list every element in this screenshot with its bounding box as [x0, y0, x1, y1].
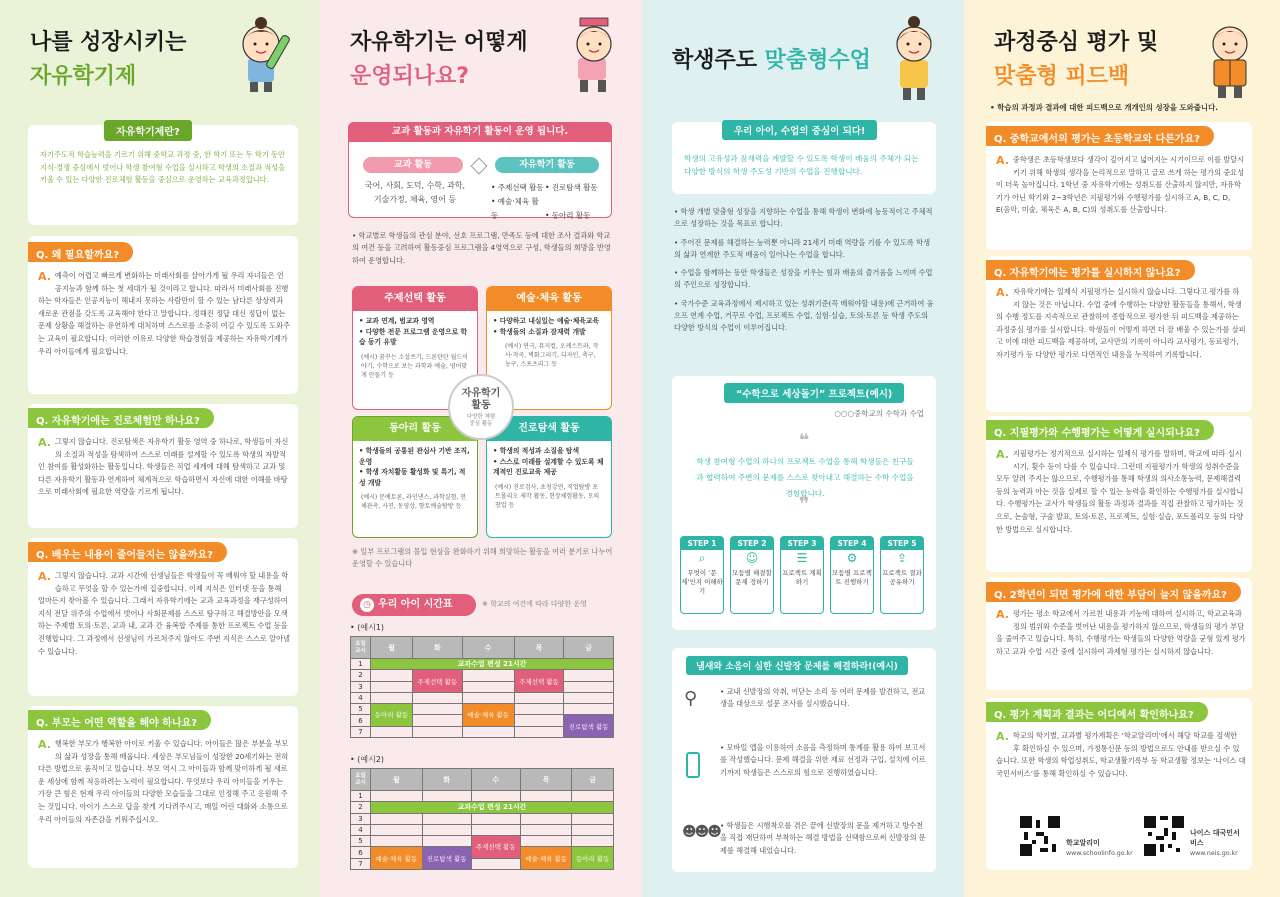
plan-icon: ☰ [796, 551, 808, 565]
title-line1: 자유학기는 어떻게 [350, 30, 528, 55]
step-3: STEP 3 ☰ 프로젝트 계획하기 [780, 536, 824, 614]
example1-label: • (예시1) [350, 623, 385, 632]
class-center-card [672, 122, 936, 194]
step-4: STEP 4 ⚙ 모둠별 프로젝트 진행하기 [830, 536, 874, 614]
qa-card-1 [28, 236, 298, 394]
question-label: Q. 자유학기에는 평가를 실시하지 않나요? [986, 260, 1195, 280]
period-cell: 7 [351, 858, 371, 869]
subjects-card [348, 122, 612, 218]
question-label: Q. 부모는 어떤 역할을 해야 하나요? [28, 710, 211, 730]
qa4-card-5 [986, 698, 1252, 870]
box-title: 주제선택 활동 [353, 287, 477, 311]
day-header: 화 [422, 769, 471, 791]
period-cell: 4 [351, 692, 371, 703]
box-club [352, 416, 478, 538]
student-reading-icon [554, 10, 634, 100]
cell-club: 동아리 활동 [371, 704, 413, 727]
period-cell: 4 [351, 824, 371, 835]
answer-text: A. 중학생은 초등학생보다 생각이 깊어지고 넓어지는 시기이므로 이를 발달시키기 위해 학생의 생각을 논리적으로 말하고 글로 쓰게 하는 평가의 중요성이 더욱 높아집니다. 1학년 중 자유학기에는 성취도를 산출하지 않지만, 자유학기가 아닌 학기와 2~3학년은 지필평가와 수행평가를 실시하고 A, B, C, D, E(음악, 미술, 체육은 A, B, C)의 성취도를 산출합니다. [996, 154, 1245, 215]
panel-free-semester [0, 0, 320, 897]
answer-text: A. 예측이 어렵고 빠르게 변화하는 미래사회를 살아가게 될 우리 자녀들은 인공지능과 함께 하는 첫 세대가 될 것이라고 합니다. 따라서 미래사회를 진행하는 학자들은 인공지능이 해내지 못하는 사람만이 할 수 있는 남다른 상상력과 새로운 관점을 갖도록 교육해야 한다고 말합니다. 정해진 정답 대신 정답이 없는 문제 상황을 해결하는 유연하게 대처하며 스스로를 소중히 여길 수 있도록 도와주는 교육이 필요합니다. 이러한 이유로 다양한 학습경험을 제공하는 자유학기제가 우리 아이들에게 필요합니다. [38, 270, 290, 356]
answer-text: A. 그렇지 않습니다. 교과 시간에 선생님들은 학생들이 꼭 배워야 할 내용을 학습하고 무엇을 할 수 있는가에 집중합니다. 이제 지식은 인터넷 등을 통해 얼마든지 찾아볼 수 있습니다. 그래서 자유학기에는 교과 교육과정을 재구성하여 지식 전달 위주의 수업에서 벗어나 사회문제를 스스로 탐구하고 해결방안을 모색하는 주제별 토의·토론, 교과 내, 교과 간 융복합 주제를 통한 프로젝트 수업 등을 진행합니다. 그 과정에서 선생님이 가르쳐주지 않아도 주변 지식은 스스로 알아낼 수 있습니다. [38, 570, 290, 656]
question-label: Q. 평가 계획과 결과는 어디에서 확인하나요? [986, 702, 1208, 722]
qr1-name: 학교알리미 [1066, 839, 1100, 847]
panel4-title [994, 26, 1158, 94]
qa-card-2 [28, 404, 298, 528]
answer-text: A. 자유학기에는 일제식 지필평가는 실시하지 않습니다. 그렇다고 평가를 하지 않는 것은 아닙니다. 수업 중에 수행하는 다양한 활동들을 통해서, 학생의 수행 정도를 지속적으로 관찰하여 종합적으로 평가한 뒤 피드백을 제공하는 과정중심 평가를 실시합니다. 학생들이 어떻게 하면 더 잘 배울 수 있는가를 살피고 이에 대한 피드백을 제공하며, 교사만의 기록이 아니라 교사평가, 동료평가, 자기평가 등 다양한 평가로 다면적인 내용을 누적하여 기록합니다. [996, 286, 1246, 359]
timetable-title-badge: ◷ 우리 아이 시간표 [352, 594, 476, 616]
circle-subtitle: 다양한 체험 중심 활동 [466, 414, 496, 427]
subject-hours-banner: 교과수업 편성 21시간 [371, 659, 614, 670]
day-header: 금 [564, 637, 614, 659]
case-item: • 학생들은 시행착오를 겪은 끝에 신발장의 문을 제거하고 방수천을 직접 재단하여 부착하는 해결 방법을 선택함으로써 신발장의 문제를 해결해 내었습니다. [720, 821, 926, 855]
box-example: (예시) 진로검사, 초청강연, 직업탐방 포트폴리오 제작 활동, 현장체험활동, 모의 창업 등 [495, 483, 600, 509]
period-cell: 1 [351, 791, 371, 802]
qr2-url[interactable]: www.neis.go.kr [1190, 850, 1238, 857]
period-cell: 1 [351, 659, 371, 670]
qa-card-4 [28, 706, 298, 868]
qa4-card-3 [986, 416, 1252, 572]
diamond-divider-icon [471, 158, 488, 175]
period-cell: 7 [351, 726, 371, 737]
answer-text: A. 지필평가는 정기적으로 실시하는 일제식 평가를 말하며, 학교에 따라 실시 시기, 횟수 등이 다를 수 있습니다. 그런데 지필평가가 학생의 성취수준을 모두 알려 주지는 않으므로, 수행평가를 통해 학생의 의사소통능력, 문제해결력 등의 능력과 아는 것을 실제로 할 수 있는 능력을 확인하는 수행평가를 실시합니다. 수행평가는 교사가 학생들의 활동 과정과 결과를 직접 관찰하고 평가하는 것으로, 논술형, 구술 발표, 토의·토론, 프로젝트, 실험·실습, 포트폴리오 등의 다양한 방법으로 실시합니다. [996, 448, 1244, 534]
cell-art: 예술·체육 활동 [371, 847, 423, 870]
panel3-title: 학생주도 맞춤형수업 [672, 48, 871, 73]
boy-reading-icon [1194, 16, 1270, 100]
period-cell: 3 [351, 813, 371, 824]
timetable-1 [350, 636, 614, 738]
day-header: 금 [572, 769, 614, 791]
question-label: Q. 지필평가와 수행평가는 어떻게 실시되나요? [986, 420, 1214, 440]
magnifier-icon: ⌕ [698, 551, 706, 565]
panel-operation [320, 0, 642, 897]
day-header: 월 [371, 637, 413, 659]
corner-cell: 요일 교시 [351, 637, 371, 659]
free-items: • 주제선택 활동• 진로탐색 활동 • 예술·체육 활동 • 동아리 활동 [491, 183, 598, 220]
cell-art: 예술·체육 활동 [520, 847, 572, 870]
top-banner: 교과 활동과 자유학기 활동이 운영 됩니다. [348, 122, 612, 142]
timetable-2 [350, 768, 614, 870]
title-line2: 자유학기제 [30, 64, 137, 89]
period-cell: 3 [351, 681, 371, 692]
panel-student-led-class [642, 0, 964, 897]
operation-bullet: • 학교별로 학생들의 관심 분야, 선호 프로그램, 만족도 등에 대한 조사 결과와 학교의 여건 등을 고려하여 활동중심 프로그램을 4영역으로 구성, 학생들의 희망을 반영하여 운영합니다. [352, 231, 611, 265]
subject-pill: 교과 활동 [363, 157, 463, 173]
qa4-card-4 [986, 578, 1252, 690]
class-center-tab: 우리 아이, 수업의 중심이 되다! [722, 120, 877, 140]
question-label: Q. 자유학기에는 진로체험만 하나요? [28, 408, 214, 428]
bullet-item: • 국가수준 교육과정에서 제시하고 있는 성취기준(꼭 배워야할 내용)에 근거하여 융으프 연계 수업, 거꾸로 수업, 프로젝트 수업, 실험·실습, 토의·토론 등 학생 주도의 다양한 방식의 수업이 이루어집니다. [674, 298, 934, 333]
day-header: 수 [471, 769, 520, 791]
group-icon: ☺ [745, 551, 759, 565]
project-tab: “수학으로 세상돌기” 프로젝트(예시) [724, 383, 904, 403]
project-quote: 학생 참여형 수업의 하나의 프로젝트 수업을 통해 학생들은 친구들과 협력하여 주변의 문제를 스스로 찾아내고 해결하는 수학 수업을 경험합니다. [696, 457, 914, 498]
title-line1: 과정중심 평가 및 [994, 30, 1159, 55]
free-pill: 자유학기 활동 [495, 157, 599, 173]
intro-card [28, 125, 298, 225]
timetable-note: ※ 학교의 여건에 따라 다양한 운영 [482, 600, 587, 608]
question-label: Q. 2학년이 되면 평가에 대한 부담이 늘지 않을까요? [986, 582, 1241, 602]
title-line2: 맞춤형 피드백 [994, 64, 1130, 89]
bullet-item: • 수업을 함께하는 동안 학생들은 성장을 키우는 힘과 배움의 즐거움을 느끼며 수업의 주인으로 성장합니다. [674, 268, 933, 290]
case-item: • 모바일 앱을 이용하여 소음을 측정하며 통계를 활용 하여 보고서를 작성했습니다. 문제 해결을 위한 재료 선정과 구입, 설치에 이르기까지 학생들은 스스로의 힘으로 진행하였습니다. [720, 743, 926, 777]
cell-topic: 주제선택 활동 [412, 670, 462, 693]
panel-assessment [964, 0, 1280, 897]
cell-club: 동아리 활동 [572, 847, 614, 870]
step-5: STEP 5 ⇪ 프로젝트 결과 공유하기 [880, 536, 924, 614]
qr-code-neis-icon[interactable] [1144, 816, 1184, 856]
period-cell: 2 [351, 802, 371, 813]
operation-note: ※ 일부 프로그램의 몰입 현상을 완화하기 위해 희망하는 활동을 여러 분기로 나누어 운영할 수 있습니다 [352, 547, 613, 569]
box-title: 진로탐색 활동 [487, 417, 611, 441]
cell-topic: 주제선택 활동 [514, 670, 564, 693]
case-tab: 냄새와 소음이 심한 신발장 문제를 해결하라!(예시) [686, 656, 908, 675]
cell-career: 진로탐색 활동 [564, 715, 614, 738]
clock-icon: ◷ [360, 598, 374, 612]
panel1-title [30, 26, 186, 94]
box-items: • 교과 연계, 범교과 영역 • 다양한 전문 프로그램 운영으로 학습 동기 유발 [359, 317, 468, 346]
class-bullets [674, 206, 936, 335]
people-icon: ☻☻☻ [682, 824, 720, 840]
question-label: Q. 중학교에서의 평가는 초등학교와 다른가요? [986, 126, 1214, 146]
box-items: • 학생들의 공통된 관심사 기반 조직, 운영 • 학생 자치활동 활성화 및 특기, 적성 개발 [359, 447, 470, 487]
bullet-item: • 학생 개별 맞춤형 성장을 지향하는 수업을 통해 학생이 변화에 능동적이고 주체적으로 성장하는 것을 목표로 합니다. [674, 207, 933, 229]
project-card [672, 376, 936, 630]
box-example: (예시) 문예토론, 라인댄스, 과학실험, 천체관측, 사진, 동영상, 향토예술탐방 등 [361, 494, 466, 510]
box-example: (예시) 연극, 뮤지컬, 오케스트라, 작사·작곡, 벽화그리기, 디자인, 축구, 농구, 스포츠리그 등 [505, 343, 599, 368]
qr2-name: 나이스 대국민서비스 [1190, 829, 1240, 847]
example2-label: • (예시2) [350, 755, 385, 764]
qa4-card-2 [986, 256, 1252, 412]
day-header: 월 [371, 769, 423, 791]
gear-icon: ⚙ [846, 551, 858, 565]
box-title: 동아리 활동 [353, 417, 477, 441]
quote-open-icon: ❝ [798, 430, 810, 451]
cell-career: 진로탐색 활동 [422, 847, 471, 870]
answer-text: A. 행복한 부모가 행복한 아이로 키울 수 있습니다. 아이들은 많은 부분을 부모의 삶과 성장을 통해 배웁니다. 세상은 부모님들이 성장한 20세기와는 전혀 다른 방법으로 움직이고 있습니다. 부모 역시 그 아이들과 함께 맞이하게 될 새로운 세상에 함께 적응하려는 노력이 필요합니다. 무엇보다 우리 아이들을 키우는 가장 큰 힘은 현재 우리 아이들의 다양한 모습들을 그대로 인정해 주고 응원해 주는 것입니다. 아이가 스스로 답을 찾게 기다려주시고, 매일 어린 대화와 소통으로 우리 아이들의 자존감을 키워주십시오. [38, 738, 289, 824]
answer-text: A. 그렇지 않습니다. 진로탐색은 자유학기 활동 영역 중 하나로, 학생들이 자신의 소질과 적성을 탐색하여 스스로 미래를 설계할 수 있도록 학생의 자발적인 참여를 활성화하는 활동입니다. 학생들은 직업 세계에 대해 탐색하고 교과 및 다른 자유학기 활동과 연계하여 체계적으로 학습하면서 자신에 대한 이해를 바탕으로 미래사회에 필요한 역량을 기르게 됩니다. [38, 436, 289, 497]
day-header: 목 [520, 769, 572, 791]
bullet-item: • 주어진 문제를 해결하는 능력뿐 아니라 21세기 미래 역량을 기를 수 있도록 학생의 삶과 연계한 주도적 배움이 일어나는 수업을 합니다. [674, 237, 931, 259]
project-school: ○○○중학교의 수학과 수업 [834, 409, 924, 418]
answer-text: A. 학교의 학기별, 교과별 평가계획은 ‘학교알리미’에서 해당 학교를 검색한 후 확인하실 수 있으며, 가정통신문 등의 방법으로도 안내를 받으실 수 있습니다. 또한 학생의 학업성취도, 학교생활기록부 등 학교생활 정보는 ‘나이스 대국민서비스’를 통해 확인하실 수 있습니다. [996, 730, 1246, 778]
subject-text: 국어, 사회, 도덕, 수학, 과학, 기술가정, 체육, 영어 등 [364, 181, 466, 204]
box-items: • 학생의 적성과 소질을 탐색 • 스스로 미래를 설계할 수 있도록 체계적인 진로교육 제공 [493, 447, 604, 476]
question-label: Q. 배우는 내용이 줄어들지는 않을까요? [28, 542, 227, 562]
qr1-url[interactable]: www.schoolinfo.go.kr [1066, 850, 1133, 857]
center-circle [448, 374, 514, 440]
search-icon: ⚲ [684, 688, 698, 709]
assessment-lead: • 학습의 과정과 결과에 대한 피드백으로 개개인의 성장을 도와줍니다. [990, 103, 1219, 112]
box-example: (예시) 꿈꾸는 소설쓰기, 드론탄탄 월드이야기, 수학으로 보는 과학과 예술, 영어맞게 만들기 등 [361, 353, 468, 379]
answer-text: A. 평가는 평소 학교에서 가르친 내용과 기능에 대하여 실시하고, 학교교육과정의 범위와 수준을 벗어난 내용을 평가하지 않으므로, 학생들의 평가 부담을 줄여주고 있습니다. 특히, 수행평가는 학생들의 다양한 역량을 균형 있게 평가하고 교과 수업 시간 중에 실시하여 과제형 평가는 실시하지 않습니다. [996, 608, 1246, 656]
box-title: 예술·체육 활동 [487, 287, 611, 311]
step-2: STEP 2 ☺ 모둠별 해결할 문제 정하기 [730, 536, 774, 614]
corner-cell: 요일 교시 [351, 769, 371, 791]
girl-character-icon [880, 12, 950, 104]
title-line1: 나를 성장시키는 [30, 30, 187, 55]
day-header: 화 [412, 637, 462, 659]
share-icon: ⇪ [896, 551, 908, 565]
case-card [672, 648, 936, 872]
box-career [486, 416, 612, 538]
intro-text: 자기주도적 학습능력을 기르기 위해 중학교 과정 중, 한 학기 또는 두 학기 동안 지식·경쟁 중심에서 벗어나 학생 참여형 수업을 실시하고 학생의 소질과 적성을 키울 수 있는 다양한 진로체험 활동을 중심으로 운영하는 교육과정입니다. [40, 150, 286, 185]
cell-topic: 주제선택 활동 [471, 836, 520, 859]
qr-code-schoolinfo-icon[interactable] [1020, 816, 1060, 856]
title-line2: 운영되나요? [350, 64, 470, 89]
cell-art: 예술·체육 활동 [462, 704, 514, 727]
period-cell: 6 [351, 847, 371, 858]
intro-tab: 자유학기제란? [104, 120, 192, 141]
qa4-card-1 [986, 122, 1252, 250]
question-label: Q. 왜 필요할까요? [28, 242, 133, 262]
quote-close-icon: ❞ [798, 494, 810, 515]
case-item: • 교내 신발장의 악취, 여닫는 소리 등 여러 문제를 발견하고, 전교생을 대상으로 설문 조사를 실시했습니다. [720, 687, 926, 709]
period-cell: 5 [351, 836, 371, 847]
day-header: 수 [462, 637, 514, 659]
mobile-phone-icon [686, 752, 700, 778]
period-cell: 6 [351, 715, 371, 726]
period-cell: 2 [351, 670, 371, 681]
class-lead: 학생의 고유성과 잠재력을 계발할 수 있도록 학생이 배움의 주체가 되는 다양한 방식의 학생 주도성 기반의 수업을 진행합니다. [684, 154, 919, 176]
student-character-icon [222, 14, 302, 96]
day-header: 목 [514, 637, 564, 659]
period-cell: 5 [351, 704, 371, 715]
subject-hours-banner: 교과수업 편성 21시간 [371, 802, 614, 813]
panel2-title [350, 26, 528, 94]
circle-title: 자유학기 활동 [461, 388, 501, 411]
step-1: STEP 1 ⌕ 무엇이 ‘문제’인지 이해하기 [680, 536, 724, 614]
box-items: • 다양하고 내실있는 예술·체육교육 • 학생들의 소질과 잠재력 개발 [493, 317, 599, 336]
qa-card-3 [28, 538, 298, 696]
